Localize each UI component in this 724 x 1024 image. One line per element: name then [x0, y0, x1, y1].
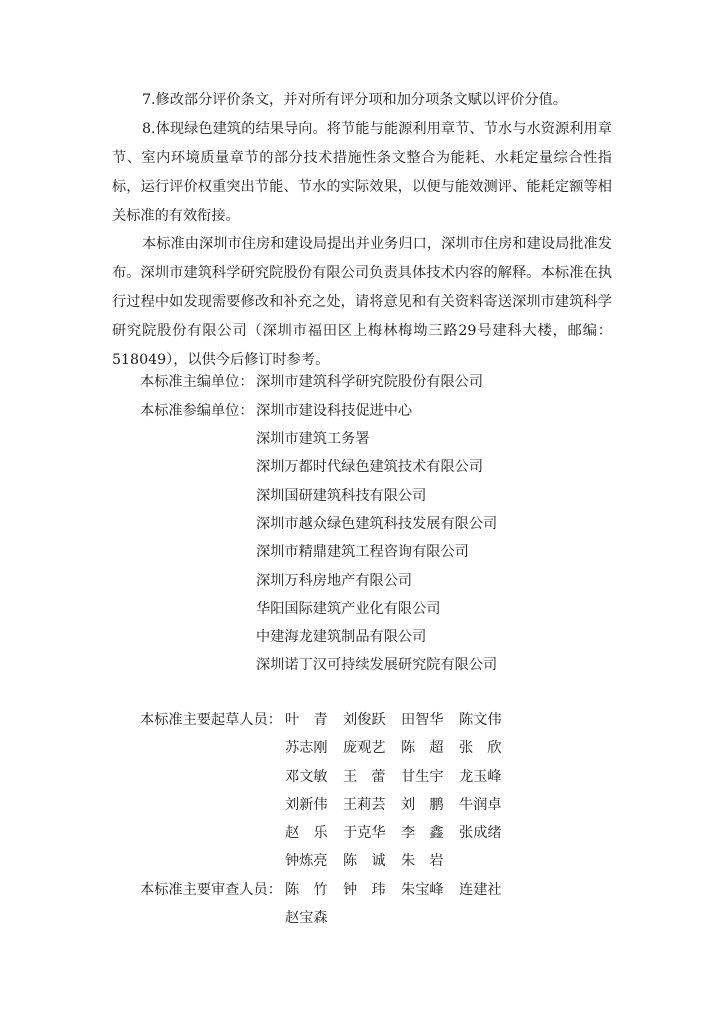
- drafter-name: 苏志刚: [285, 740, 328, 756]
- drafter-name: 龙玉峰: [459, 769, 502, 785]
- drafter-name: 张 欣: [459, 740, 502, 756]
- drafter-name: 陈文伟: [459, 712, 502, 728]
- reviewer-name: 陈 竹: [285, 882, 328, 898]
- participant-unit: 深圳市建设科技促进中心: [256, 403, 413, 419]
- drafter-name: 陈 诚: [343, 853, 386, 869]
- drafter-name: 叶 青: [285, 712, 328, 728]
- drafter-name: 陈 超: [401, 740, 444, 756]
- drafter-name: 张成绪: [459, 825, 502, 841]
- chief-editor-unit: 深圳市建筑科学研究院股份有限公司: [256, 374, 484, 390]
- participant-unit: 深圳诺丁汉可持续发展研究院有限公司: [256, 657, 498, 673]
- participant-unit: 华阳国际建筑产业化有限公司: [256, 601, 441, 617]
- reviewers-label: 本标准主要审查人员：: [140, 882, 282, 898]
- chief-editor-label: 本标准主编单位：: [140, 374, 254, 390]
- reviewer-name: 朱宝峰: [401, 882, 444, 898]
- drafter-name: 刘新伟: [285, 797, 328, 813]
- drafter-name: 朱 岩: [401, 853, 444, 869]
- participants-label: 本标准参编单位：: [140, 403, 254, 419]
- drafter-name: 钟炼亮: [285, 853, 328, 869]
- reviewer-name: 连建社: [459, 882, 502, 898]
- drafter-name: 牛润卓: [459, 797, 502, 813]
- drafter-name: 王 蕾: [343, 769, 386, 785]
- participant-unit: 深圳市精鼎建筑工程咨询有限公司: [256, 544, 469, 560]
- drafters-label: 本标准主要起草人员：: [140, 712, 282, 728]
- participant-unit: 深圳国研建筑科技有限公司: [256, 488, 427, 504]
- participant-unit: 深圳万科房地产有限公司: [256, 573, 413, 589]
- drafter-name: 田智华: [401, 712, 444, 728]
- drafter-name: 甘生宇: [401, 769, 444, 785]
- drafter-name: 王莉芸: [343, 797, 386, 813]
- drafter-name: 于克华: [343, 825, 386, 841]
- participant-unit: 深圳市建筑工务署: [256, 431, 370, 447]
- participant-unit: 深圳市越众绿色建筑科技发展有限公司: [256, 516, 498, 532]
- drafter-name: 邓文敏: [285, 769, 328, 785]
- paragraph-item-7: 7.修改部分评价条文，并对所有评分项和加分项条文赋以评价分值。: [142, 92, 567, 108]
- participant-unit: 中建海龙建筑制品有限公司: [256, 629, 427, 645]
- drafter-name: 庞观艺: [343, 740, 386, 756]
- paragraph-item-8: 8.体现绿色建筑的结果导向。将节能与能源利用章节、节水与水资源利用章节、室内环境质量章节的部分技术措施性条文整合为能耗、水耗定量综合性指标，运行评价权重突出节能、节水的实际效果，以便与能效测评、能耗定额等相关标准的有效衔接。: [112, 121, 612, 224]
- reviewer-name: 钟 玮: [343, 882, 386, 898]
- drafter-name: 赵 乐: [285, 825, 328, 841]
- drafter-name: 刘 鹏: [401, 797, 444, 813]
- paragraph-administration: 本标准由深圳市住房和建设局提出并业务归口，深圳市住房和建设局批准发布。深圳市建筑科学研究院股份有限公司负责具体技术内容的解释。本标准在执行过程中如发现需要修改和补充之处，请将意见和有关资料寄送深圳市建筑科学研究院股份有限公司（深圳市福田区上梅林梅坳三路29号建科大楼，邮编：518049），以供今后修订时参考。: [112, 236, 612, 368]
- drafter-name: 刘俊跃: [343, 712, 386, 728]
- reviewer-name: 赵宝森: [285, 910, 328, 926]
- drafter-name: 李 鑫: [401, 825, 444, 841]
- participant-unit: 深圳万都时代绿色建筑技术有限公司: [256, 459, 484, 475]
